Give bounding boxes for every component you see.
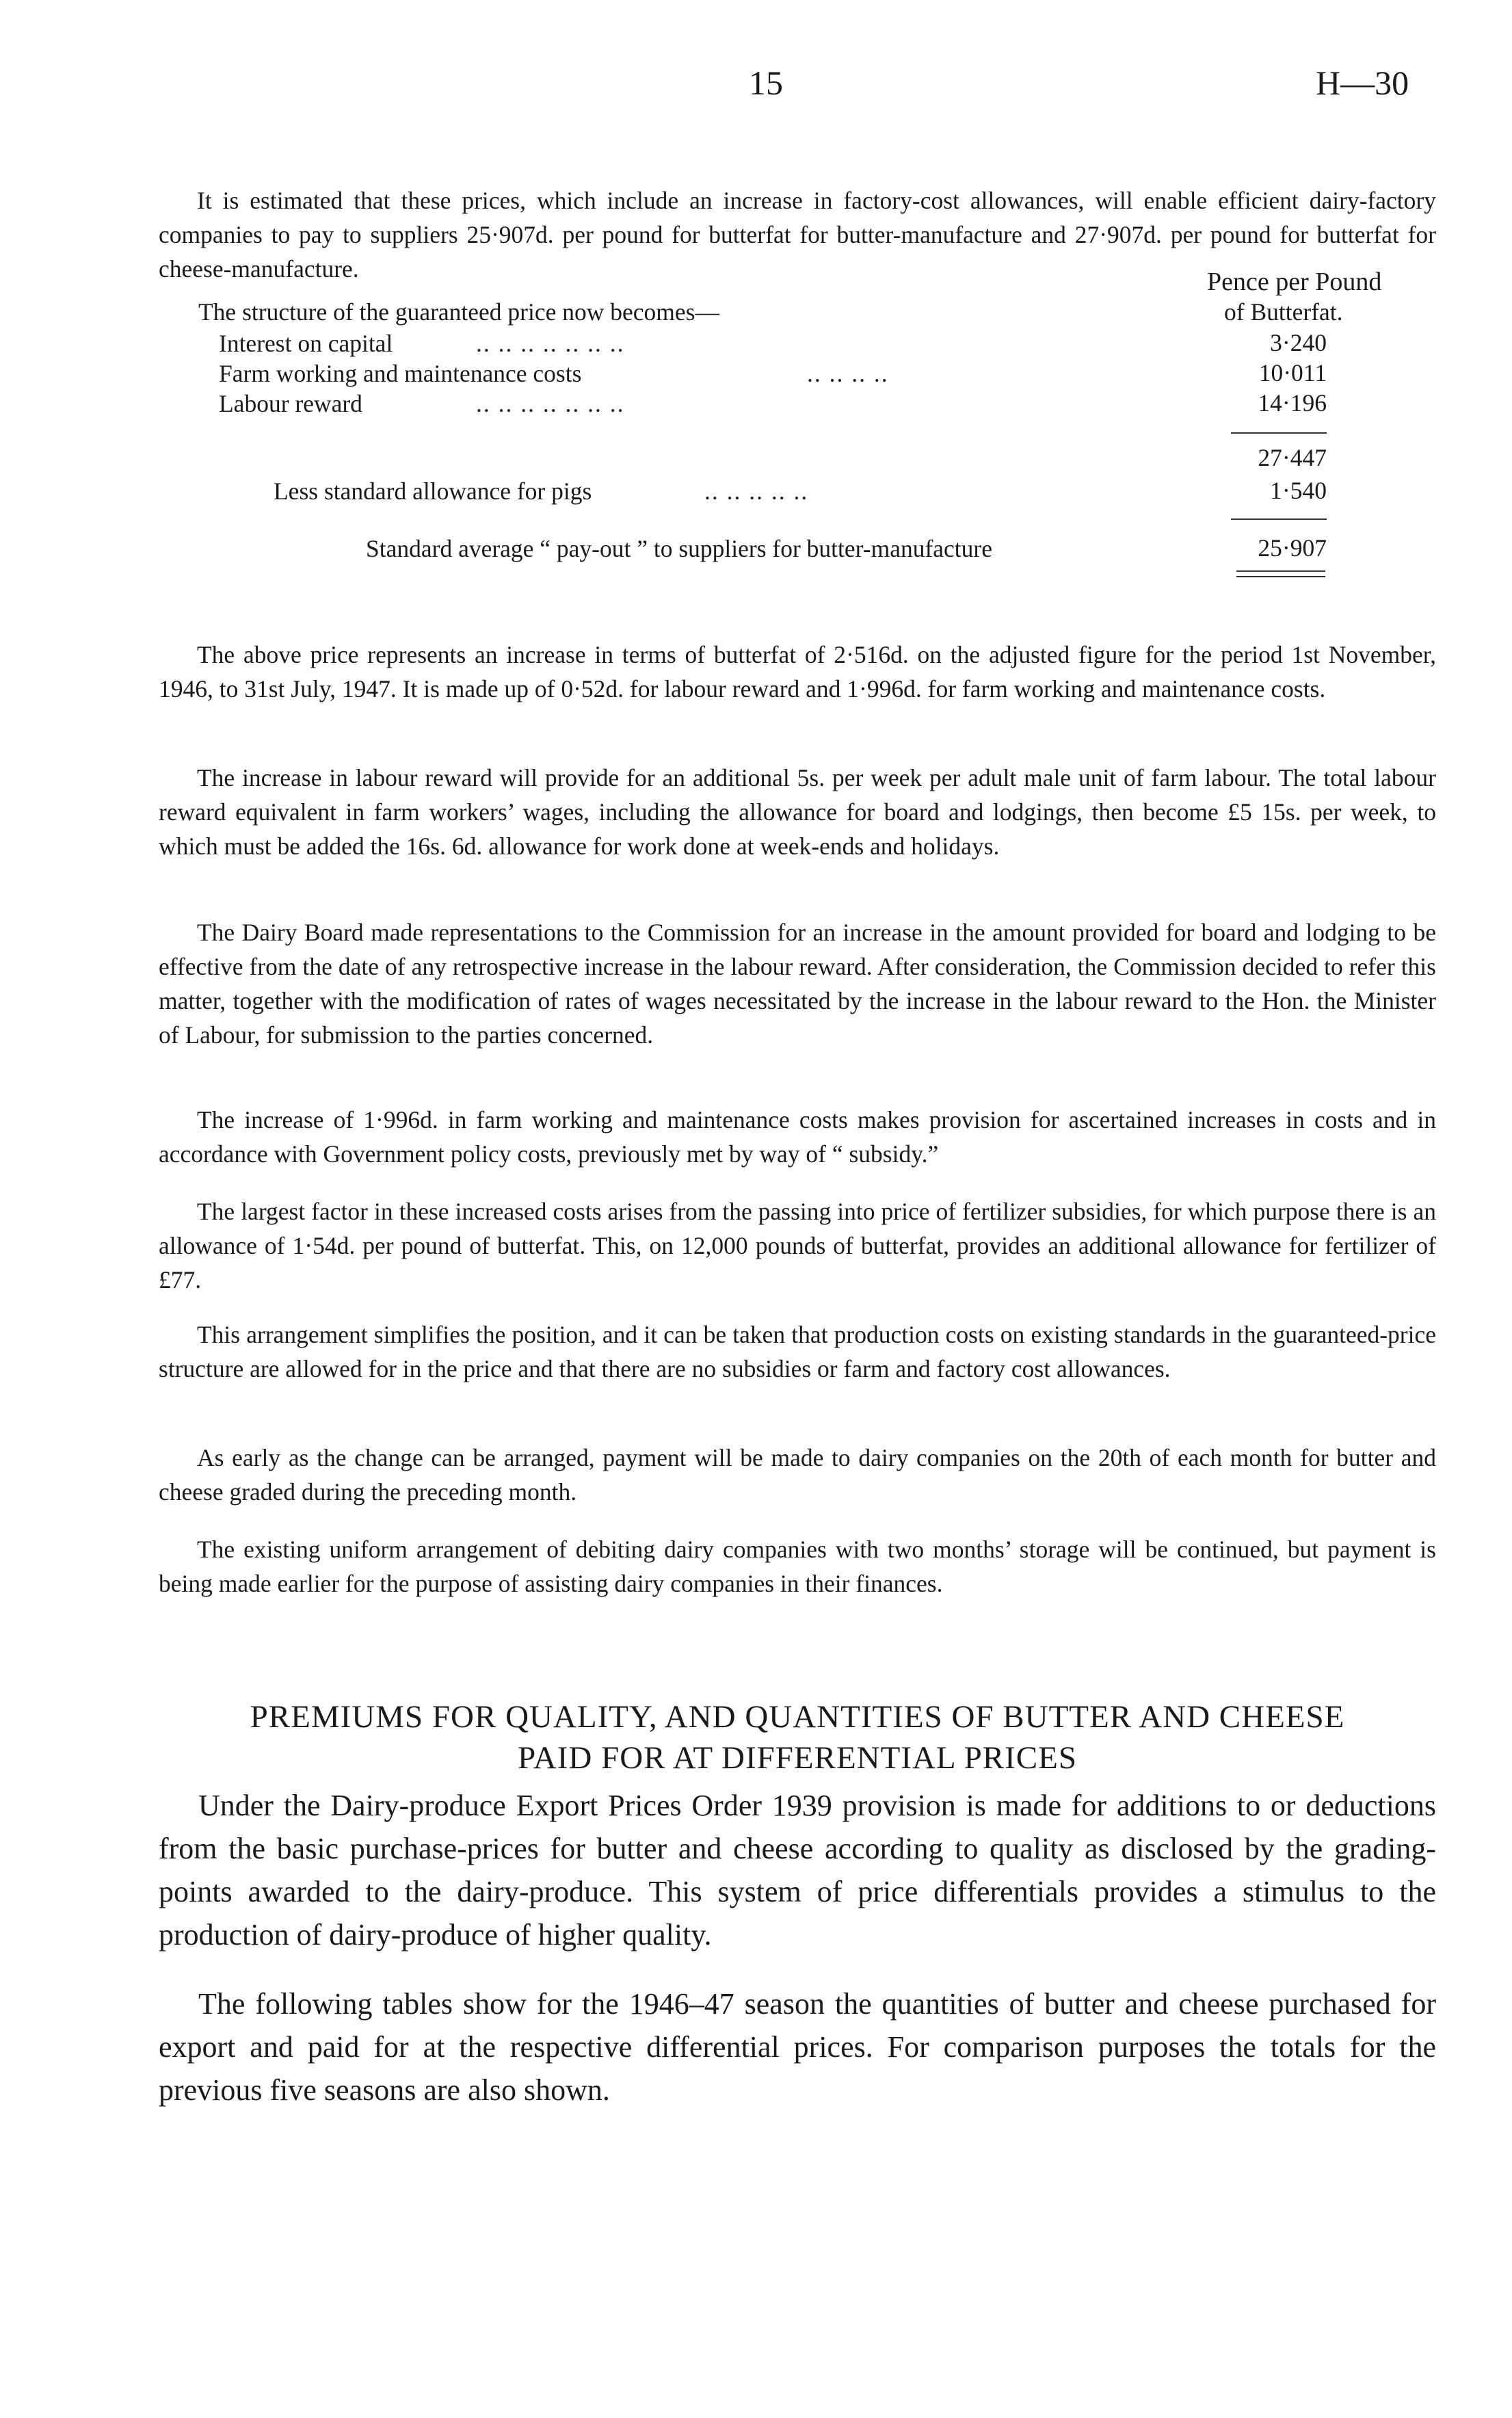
leader-dots: .. .. .. .. .. .. .. [476, 390, 625, 417]
double-rule-top [1236, 570, 1325, 572]
row-value: 10·011 [1258, 359, 1327, 386]
row-label: Farm working and maintenance costs [219, 360, 582, 387]
intro-paragraph: It is estimated that these prices, which include an increase in factory-cost allowances, will enable efficient dairy-factory companies to pay to suppliers 25·907d. per pound for butterfat for butter-manufacture and 27·907d. per pound for butterfat for cheese-manufacture. [159, 187, 1436, 282]
row-value: 14·196 [1258, 389, 1327, 417]
paragraph-storage: The existing uniform arrangement of debiting dairy companies with two months’ storage will be continued, but payment is being made earlier for the purpose of assisting dairy companies in their finances. [159, 1536, 1436, 1597]
less-label: Less standard allowance for pigs [274, 477, 592, 505]
total-value: 25·907 [1258, 534, 1327, 562]
paragraph-cost-increase: The increase of 1·996d. in farm working and maintenance costs makes provision for ascertained increases in costs and in accordance with Government policy costs, previously met by way of “ subsidy.” [159, 1106, 1436, 1168]
paragraph-labour-reward: The increase in labour reward will provide for an additional 5s. per week per adult male unit of farm labour. The total labour reward equivalent in farm workers’ wages, including the allowance for board and lodgings, then become £5 15s. per week, to which must be added the 16s. 6d. allowance for work done at week-ends and holidays. [159, 764, 1436, 860]
section-heading-line1: PREMIUMS FOR QUALITY, AND QUANTITIES OF BUTTER AND CHEESE [250, 1699, 1345, 1735]
column-heading-line2: of Butterfat. [1224, 298, 1343, 326]
row-label: Interest on capital [219, 330, 393, 357]
total-rule [1231, 518, 1327, 520]
total-label: Standard average “ pay-out ” to suppliers for butter-manufacture [366, 535, 992, 562]
column-heading-line1: Pence per Pound [1207, 267, 1382, 296]
double-rule-bottom [1236, 576, 1325, 577]
paragraph-increase-explanation: The above price represents an increase in terms of butterfat of 2·516d. on the adjusted figure for the period 1st November, 1946, to 31st July, 1947. It is made up of 0·52d. for labour reward and 1·996d. for farm working and maintenance costs. [159, 641, 1436, 702]
less-value: 1·540 [1270, 477, 1327, 504]
paragraph-dairy-board: The Dairy Board made representations to the Commission for an increase in the amount provided for board and lodging to be effective from the date of any retrospective increase in the labour reward. After consideration, the Commission decided to refer this matter, together with the modification of rates of wages necessitated by the increase in the labour reward to the Hon. the Minister of Labour, for submission to the parties concerned. [159, 919, 1436, 1049]
subtotal-value: 27·447 [1258, 444, 1327, 471]
row-value: 3·240 [1270, 329, 1327, 356]
leader-dots: .. .. .. .. .. [704, 477, 809, 505]
row-label: Labour reward [219, 390, 362, 417]
leader-dots: .. .. .. .. [807, 360, 889, 387]
leader-dots: .. .. .. .. .. .. .. [476, 330, 625, 357]
page-number: 15 [749, 64, 783, 102]
section-paragraph-order: Under the Dairy-produce Export Prices Order 1939 provision is made for additions to or deductions from the basic purchase-prices for butter and cheese according to quality as disclosed by the grading-points awarded to the dairy-produce. This system of price differentials provides a stimulus to the production of dairy-produce of higher quality. [159, 1789, 1436, 1952]
subtotal-rule [1231, 432, 1327, 434]
section-heading-line2: PAID FOR AT DIFFERENTIAL PRICES [518, 1740, 1077, 1776]
table-lead-text: The structure of the guaranteed price now becomes— [198, 298, 719, 326]
document-reference: H—30 [1316, 64, 1409, 102]
paragraph-fertilizer: The largest factor in these increased costs arises from the passing into price of fertilizer subsidies, for which purpose there is an allowance of 1·54d. per pound of butterfat. This, on 12,000 pounds of butterfat, provides an additional allowance for fertilizer of £77. [159, 1198, 1436, 1293]
section-paragraph-tables: The following tables show for the 1946–47 season the quantities of butter and cheese purchased for export and paid for at the respective differential prices. For comparison purposes the totals for the previous five seasons are also shown. [159, 1987, 1436, 2107]
paragraph-arrangement: This arrangement simplifies the position, and it can be taken that production costs on existing standards in the guaranteed-price structure are allowed for in the price and that there are no subsidies or farm and factory cost allowances. [159, 1321, 1436, 1382]
paragraph-payment-timing: As early as the change can be arranged, payment will be made to dairy companies on the 20th of each month for butter and cheese graded during the preceding month. [159, 1444, 1436, 1506]
